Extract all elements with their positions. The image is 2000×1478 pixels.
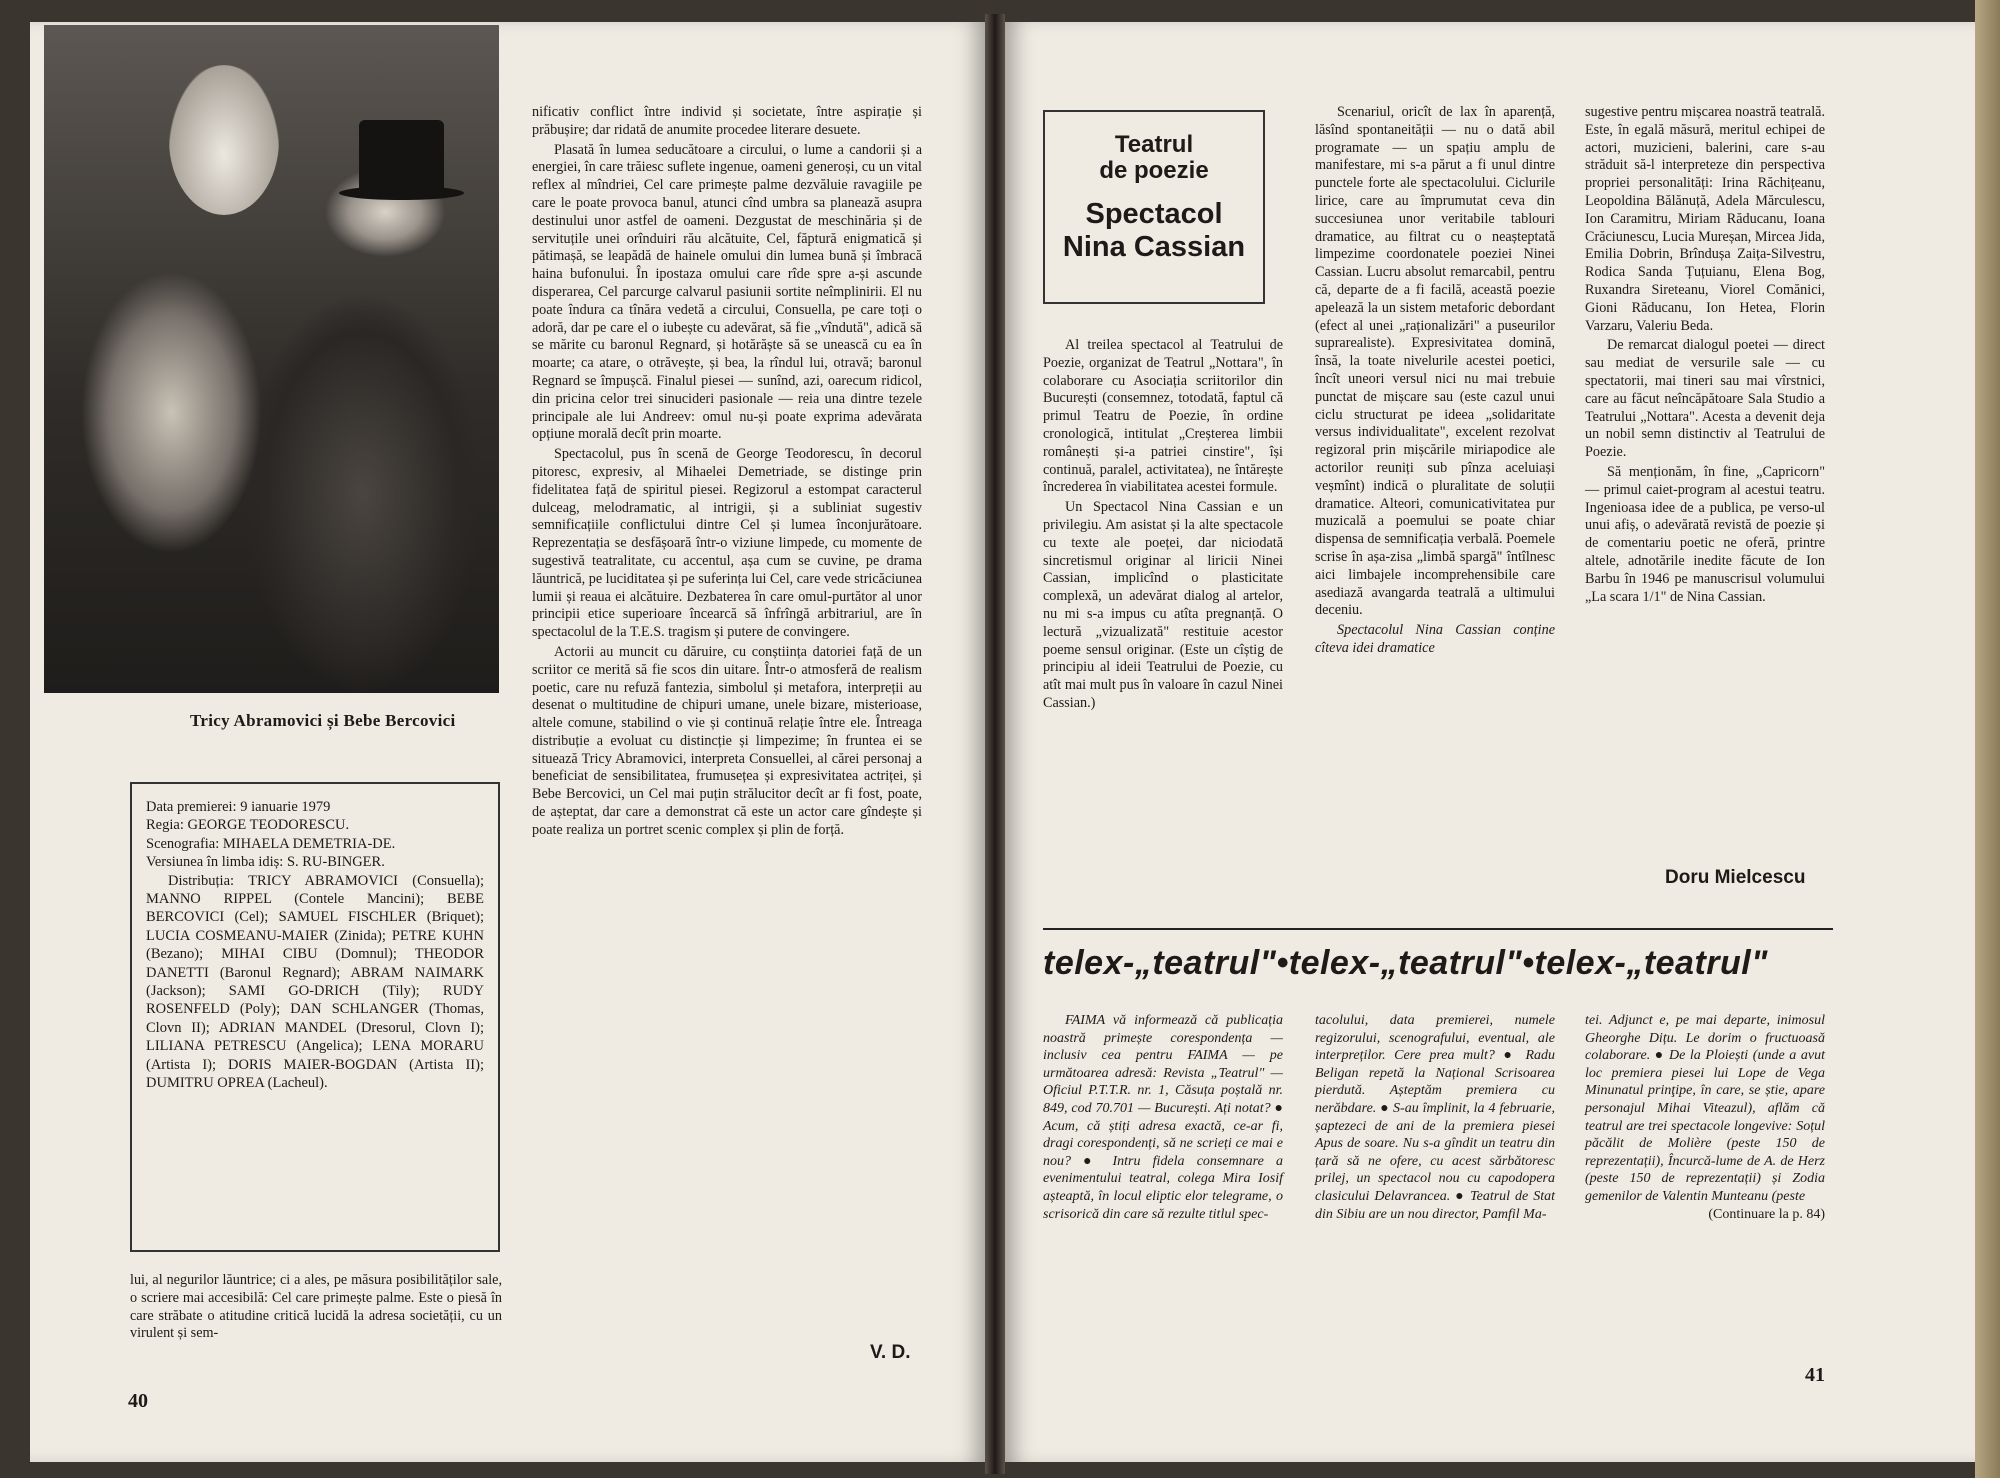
paragraph: Un Spectacol Nina Cassian e un privilegiu. Am asistat și la alte spectacole cu texte ale poeței, dar niciodată sincretismul originar al liricii Ninei Cassian, implicînd o plasticitate complexă, un adevărat dialog al artelor, nu mi s-a impus cu atîta pregnanță. O lectură „vizualizată" restituie acestor poeme sensul originar. (Este un cîștig de principiu al ideii Teatrului de Poezie, cu atît mai mult pus în valoare în cazul Ninei Cassian.) xyxy=(1043,499,1283,711)
right-column-3 xyxy=(1585,104,1825,608)
paragraph: De remarcat dialogul poetei — direct sau mediat de versurile sale — cu spectatorii, mai tineri sau mai vîrstnici, care au făcut neîncăpătoare Sala Studio a Teatrului „Nottara". Acesta a devenit deja un nobil semn distinctiv al Teatrului de Poezie. xyxy=(1585,337,1825,461)
translation: Versiunea în limba idiș: S. RU-BINGER. xyxy=(146,854,385,871)
author-signature: Doru Mielcescu xyxy=(1665,867,1806,888)
stage-photo xyxy=(44,25,499,693)
credits-box xyxy=(130,782,500,1252)
left-column-article xyxy=(532,104,922,842)
title-line: Nina Cassian xyxy=(1062,231,1246,263)
cast: Distribuția: TRICY ABRAMOVICI (Consuella); MANNO RIPPEL (Contele Mancini); BEBE BERCOVICI (Cel); SAMUEL FISCHLER (Briquet); LUCIA COSMEANU-MAIER (Zinida); PETRE KUHN (Bezano); MIHAI CIBU (Domnul); THEODOR DANETTI (Baronul Regnard); ABRAM NAIMARK (Jackson); SAMI GO-DRICH (Tily); RUDY ROSENFELD (Poly); DAN SCHLANGER (Thomas, Clovn II); ADRIAN MANDEL (Dresorul, Clovn I); LILIANA PETRESCU (Angelica); LENA MORARU (Artista I); DORIS MAIER-BOGDAN (Artista II); DUMITRU OPREA (Lacheul). xyxy=(146,872,484,1092)
paragraph: FAIMA vă informează că publicația noastră primește corespondența — inclusiv cea pentru FAIMA — pe următoarea adresă: Revista „Teatrul" — Oficiul P.T.T.R. nr. 1, Căsuța poștală nr. 849, cod 70.701 — București. Ați notat? ● Acum, că știți adresa exactă, ce-ar fi, dragi corespondenți, să ne scrieți ce mai e nou? ● Intru fidela consemnare a evenimentului teatral, colega Mira Iosif așteaptă, în locul eliptic elor telegrame, o scrisorică din care să rezulte titlul spec- xyxy=(1043,1013,1283,1222)
right-column-2 xyxy=(1315,104,1555,660)
article-title-box xyxy=(1043,110,1265,304)
telex-column-3 xyxy=(1585,1012,1825,1223)
section-divider xyxy=(1043,928,1833,930)
telex-heading: telex-„teatrul"•telex-„teatrul"•telex-„teatrul" xyxy=(1043,944,1768,982)
title-line: de poezie xyxy=(1099,157,1209,184)
paragraph: Al treilea spectacol al Teatrului de Poezie, organizat de Teatrul „Nottara", în colaborare cu Asociația scriitorilor din București (consemnez, totodată, faptul că primul Teatru de Poezie, în ordine cronologică, intitulat „Creșterea limbii românești și-a patriei cinstire", își continuă, paralel, activitatea), ne întărește încrederea în viabilitatea acestei formule. xyxy=(1043,337,1283,496)
paragraph: tacolului, data premierei, numele regizorului, scenografului, eventual, ale interpreților. Cere prea mult? ● Radu Beligan repetă la Național Scrisoarea pierdută. Așteptăm premiera cu nerăbdare. ● S-au împlinit, la 4 februarie, șaptezeci de ani de la premiera piesei Apus de soare. Nu s-a gîndit un teatru din țară să ne ofere, cu acest sărbătoresc prilej, un spectacol nou cu capodopera clasicului Delavrancea. ● Teatrul de Stat din Sibiu are un nou director, Pamfil Ma- xyxy=(1315,1013,1555,1222)
paragraph: Spectacolul, pus în scenă de George Teodorescu, în decorul pitoresc, expresiv, al Mihaelei Demetriade, se distinge prin fidelitatea față de spiritul piesei. Regizorul a estompat caracterul dulceag, melodramatic, al intrigii, și a subliniat sugestiv semnificațiile conflictului dintre Cel și lumea înconjurătoare. Reprezentația se desfășoară într-o viziune limpede, cu momente de sugestivă teatralitate, cu accentul, așa cum se cuvine, pe drama lăuntrică, pe luciditatea și pe suferința lui Cel, care vede stricăciunea lumii și reaua ei alcătuire. Dezbaterea în care omul-purtător al unor principii etice superioare încearcă să înfrîngă arbitrariul, are în spectacolul de la T.E.S. tragism și putere de convingere. xyxy=(532,446,922,641)
paragraph: Plasată în lumea seducătoare a circului, o lume a candorii și a energiei, în care trăiesc suflete ingenue, oameni generoși, cu un vital reflex al mîndriei, Cel care primește palme dezvăluie ravagiile pe care le poate provoca banul, atunci cînd umbra sa planează asupra destinului unor astfel de oameni. Dezgustat de meschinăria și de servituțile unei orînduiri rău alcătuite, Cel, făptură enigmatică și pătimașă, se leapădă de hainele omului din lumea bună și îmbracă haina bufonului. În ipostaza omului care rîde spre a-și ascunde disperarea, Cel parcurge calvarul pasiunii sortite neîmplinirii. El nu poate îndura ca tînăra vedetă a circului, Consuella, pe care toți o adoră, dar pe care el o iubește cu adevărat, să fie „vîndută", adică să se mărite cu baronul Regnard, și hotărăște să se unească cu ea în moarte; ca atare, o otrăvește, și bea, la rîndul lui, otravă; baronul Regnard se împușcă. Finalul piesei — sunînd, azi, oarecum ridicol, din pricina celor trei sinucideri pasionale — reia una dintre tezele principale ale lui Andreev: omul nu-și poate exprima adevărata opțiune morală decît prin moarte. xyxy=(532,141,922,443)
telex-column-2 xyxy=(1315,1012,1555,1223)
paragraph: sugestive pentru mișcarea noastră teatrală. Este, în egală măsură, meritul echipei de actori, muzicieni, balerini, care s-au străduit să-l interpreteze din perspectiva propriei personalități: Irina Răchițeanu, Leopoldina Bălănuță, Adela Mărculescu, Ion Caramitru, Miriam Răducanu, Ioana Crăciunescu, Lucia Mureșan, Mircea Jida, Emilia Dobrin, Brîndușa Zaița-Silvestru, Rodica Sanda Țuțuianu, Elena Bog, Ruxandra Sireteanu, Viorel Comănici, Gioni Răducanu, Ion Hetea, Florin Varzaru, Valeriu Beda. xyxy=(1585,104,1825,334)
left-bottom-text xyxy=(130,1272,502,1345)
paragraph: Spectacolul Nina Cassian conține cîteva idei dramatice xyxy=(1315,622,1555,656)
scenography: Scenografia: MIHAELA DEMETRIA-DE. xyxy=(146,835,396,852)
gutter xyxy=(985,14,1005,1474)
telex-column-1 xyxy=(1043,1012,1283,1223)
paragraph: lui, al negurilor lăuntrice; ci a ales, pe măsura posibilităților sale, o scriere mai accesibilă: Cel care primește palme. Este o piesă în care străbate o atitudine critică lucidă la adresa societății, cu un virulent și sem- xyxy=(130,1272,502,1342)
right-page xyxy=(1005,22,1975,1462)
paragraph: tei. Adjunct e, pe mai departe, inimosul Gheorghe Dițu. Le dorim o fructuoasă colaborare. ● De la Ploiești (unde a avut loc premiera piesei lui Lope de Vega Minunatul prinţipe, în care, se știe, apare personajul Mihai Viteazul), aflăm că teatrul are trei spectacole longevive: Soțul păcălit de Molière (peste 150 de reprezentații), Încurcă-lume de A. de Herz (peste 150 de reprezentații) și Zodia gemenilor de Valentin Munteanu (peste xyxy=(1585,1013,1825,1204)
paragraph: nificativ conflict între individ și societate, între aspirație și prăbușire; dar ridată de anumite procedee literare desuete. xyxy=(532,104,922,138)
photo-caption: Tricy Abramovici și Bebe Bercovici xyxy=(190,711,456,730)
premiere-date: Data premierei: 9 ianuarie 1979 xyxy=(146,799,331,815)
continuation-note: (Continuare la p. 84) xyxy=(1708,1206,1825,1222)
title-line: Spectacol xyxy=(1085,198,1223,230)
paragraph: Să menționăm, în fine, „Capricorn" — primul caiet-program al acestui teatru. Ingenioasa idee de a publica, pe verso-ul unui afiș, o adevărată revistă de poezie și de comentariu poetic ne oferă, printre altele, adnotările inedite făcute de Ion Barbu în 1946 pe manuscrisul volumului „La scara 1/1" de Nina Cassian. xyxy=(1585,463,1825,605)
paragraph: Scenariul, oricît de lax în aparență, lăsînd spontaneității — nu o dată abil programate — un spațiu amplu de manifestare, mi s-a părut a fi unul dintre punctele forte ale spectacolului. Ciclurile lirice, care au împrumutat ceva din succesiunea unor veritabile tablouri dramatice, au filtrat cu o neașteptată limpezime coordonatele poeziei Ninei Cassian. Lucru absolut remarcabil, pentru că, departe de a fi facilă, această poezie apelează la un sistem metaforic debordant (efect al unei „raționalizări" a puseurilor suprarealiste). Expresivitatea domină, însă, la toate nivelurile acestei poetici, încît uneori versul nici nu mai trebuie punctat de mișcare sau (este cazul unui ciclu structurat pe ideea „solidaritate versus individualitate", excelent rezolvat regizoral prin mișcările miriapodice ale actorilor reuniți sub pînza aceluiași veșmînt) indică o pluralitate de soluții dramatice. Alteori, comunicativitatea pur muzicală a poemului se poate chiar dispensa de semnificația verbală. Poemele scrise în așa-zisa „limbă spargă" întîlnesc aici limbajele incomprehensibile care asediază avangarda teatrală a ultimului deceniu. xyxy=(1315,104,1555,619)
page-number: 41 xyxy=(1805,1364,1825,1386)
page-number: 40 xyxy=(128,1390,148,1412)
paragraph: Actorii au muncit cu dăruire, cu conștiința datoriei față de un scriitor ce merită să fie scos din uitare. Într-o atmosferă de realism poetic, care nu refuză fantezia, simbolul și metafora, interpreții au desenat o multitudine de chipuri umane, unele bizare, misterioase, altele comune, stabilind o vie și continuă relație între ele. Întreaga distribuție a evoluat cu distincție și limpezime; în fruntea ei se situează Tricy Abramovici, interpreta Consuellei, al cărei personaj a beneficiat de sensibilitatea, frumusețea și expresivitatea actriței, și Bebe Bercovici, un Cel mai puțin strălucitor decît ar fi fost, poate, de așteptat, dar care a demonstrat că este un actor care gîndește și poate realiza un portret scenic complex și plin de forță. xyxy=(532,643,922,838)
page-edge xyxy=(1975,0,2000,1478)
left-page xyxy=(30,22,985,1462)
top-hat-shape xyxy=(359,120,444,190)
director: Regia: GEORGE TEODORESCU. xyxy=(146,817,350,834)
title-line: Teatrul xyxy=(1114,131,1194,158)
author-signature: V. D. xyxy=(870,1342,911,1363)
feather-hat-shape xyxy=(169,65,279,215)
right-column-1 xyxy=(1043,337,1283,715)
